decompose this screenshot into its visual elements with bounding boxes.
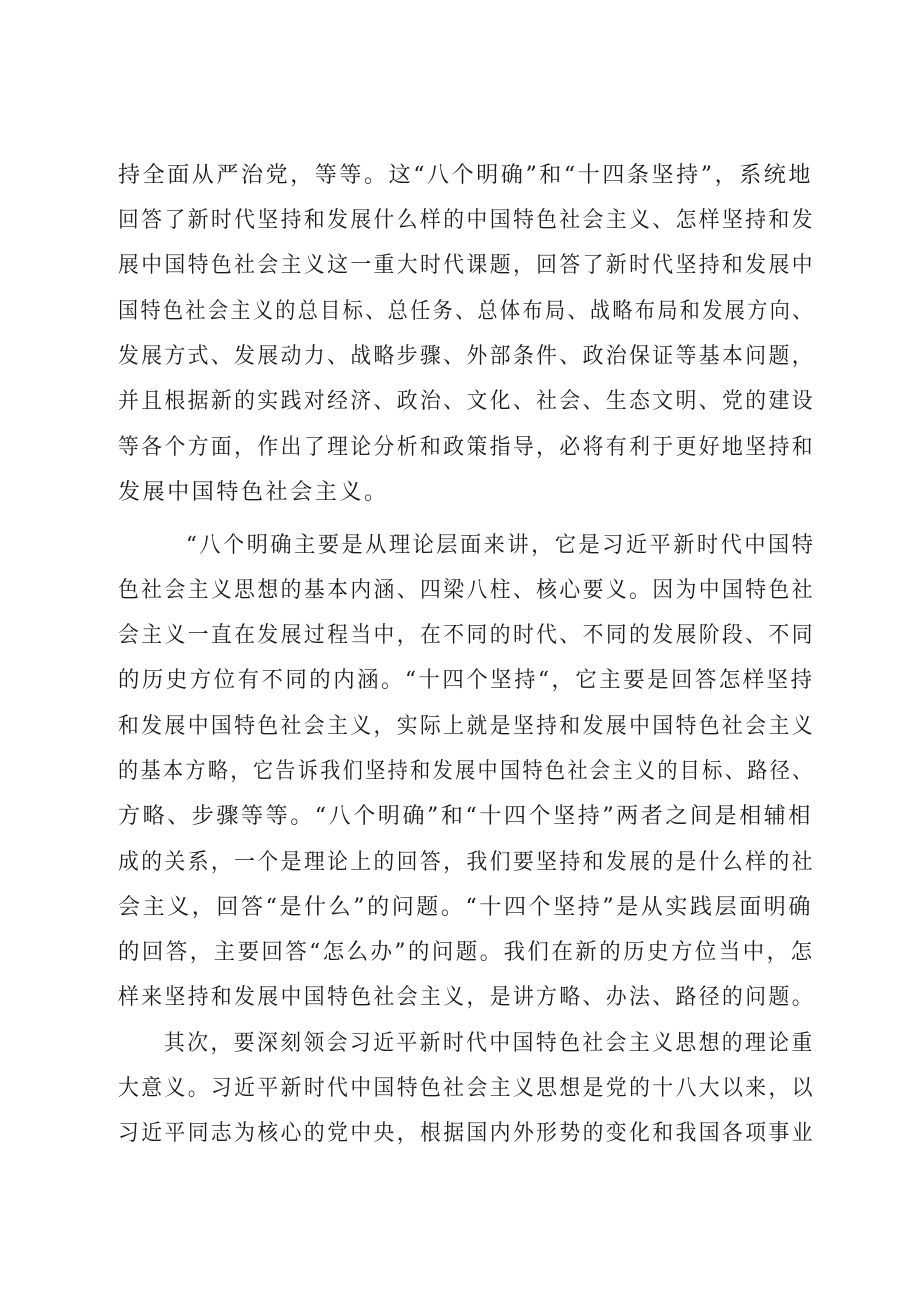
paragraph-1-line-5: 发展方式、发展动力、战略步骤、外部条件、政治保证等基本问题， — [118, 344, 815, 369]
paragraph-1-line-7: 等各个方面，作出了理论分析和政策指导，必将有利于更好地坚持和 — [118, 435, 815, 460]
paragraph-2-line-1: “八个明确主要是从理论层面来讲，它是习近平新时代中国特 — [186, 533, 816, 558]
paragraph-2-line-5: 和发展中国特色社会主义，实际上就是坚持和发展中国特色社会主义 — [118, 714, 815, 739]
paragraph-2-line-10: 的回答，主要回答“怎么办”的问题。我们在新的历史方位当中，怎 — [118, 940, 815, 965]
paragraph-2-line-4: 的历史方位有不同的内涵。“十四个坚持“，它主要是回答怎样坚持 — [118, 668, 815, 693]
paragraph-2-line-11: 样来坚持和发展中国特色社会主义，是讲方略、办法、路径的问题。 — [118, 985, 815, 1010]
paragraph-3-line-1: 其次，要深刻领会习近平新时代中国特色社会主义思想的理论重 — [164, 1031, 815, 1056]
paragraph-3-line-3: 习近平同志为核心的党中央，根据国内外形势的变化和我国各项事业 — [118, 1121, 815, 1146]
paragraph-1-line-6: 并且根据新的实践对经济、政治、文化、社会、生态文明、党的建设 — [118, 389, 815, 414]
paragraph-2-line-3: 会主义一直在发展过程当中，在不同的时代、不同的发展阶段、不同 — [118, 623, 815, 648]
paragraph-1-line-3: 展中国特色社会主义这一重大时代课题，回答了新时代坚持和发展中 — [118, 253, 815, 278]
paragraph-2-line-7: 方略、步骤等等。“八个明确”和“十四个坚持”两者之间是相辅相 — [118, 804, 813, 829]
paragraph-3-line-2: 大意义。习近平新时代中国特色社会主义思想是党的十八大以来，以 — [118, 1076, 815, 1101]
paragraph-1-line-2: 回答了新时代坚持和发展什么样的中国特色社会主义、怎样坚持和发 — [118, 208, 815, 233]
paragraph-2-line-2: 色社会主义思想的基本内涵、四梁八柱、核心要义。因为中国特色社 — [118, 578, 815, 603]
paragraph-2-line-8: 成的关系，一个是理论上的回答，我们要坚持和发展的是什么样的社 — [118, 850, 815, 875]
paragraph-2-line-6: 的基本方略，它告诉我们坚持和发展中国特色社会主义的目标、路径、 — [118, 759, 815, 784]
paragraph-1-line-8: 发展中国特色社会主义。 — [118, 480, 389, 505]
paragraph-1-line-1: 持全面从严治党，等等。这“八个明确”和“十四条坚持”，系统地 — [118, 163, 813, 188]
paragraph-2-line-9: 会主义，回答“是什么”的问题。“十四个坚持”是从实践层面明确 — [118, 895, 813, 920]
paragraph-1-line-4: 国特色社会主义的总目标、总任务、总体布局、战略布局和发展方向、 — [118, 299, 815, 324]
